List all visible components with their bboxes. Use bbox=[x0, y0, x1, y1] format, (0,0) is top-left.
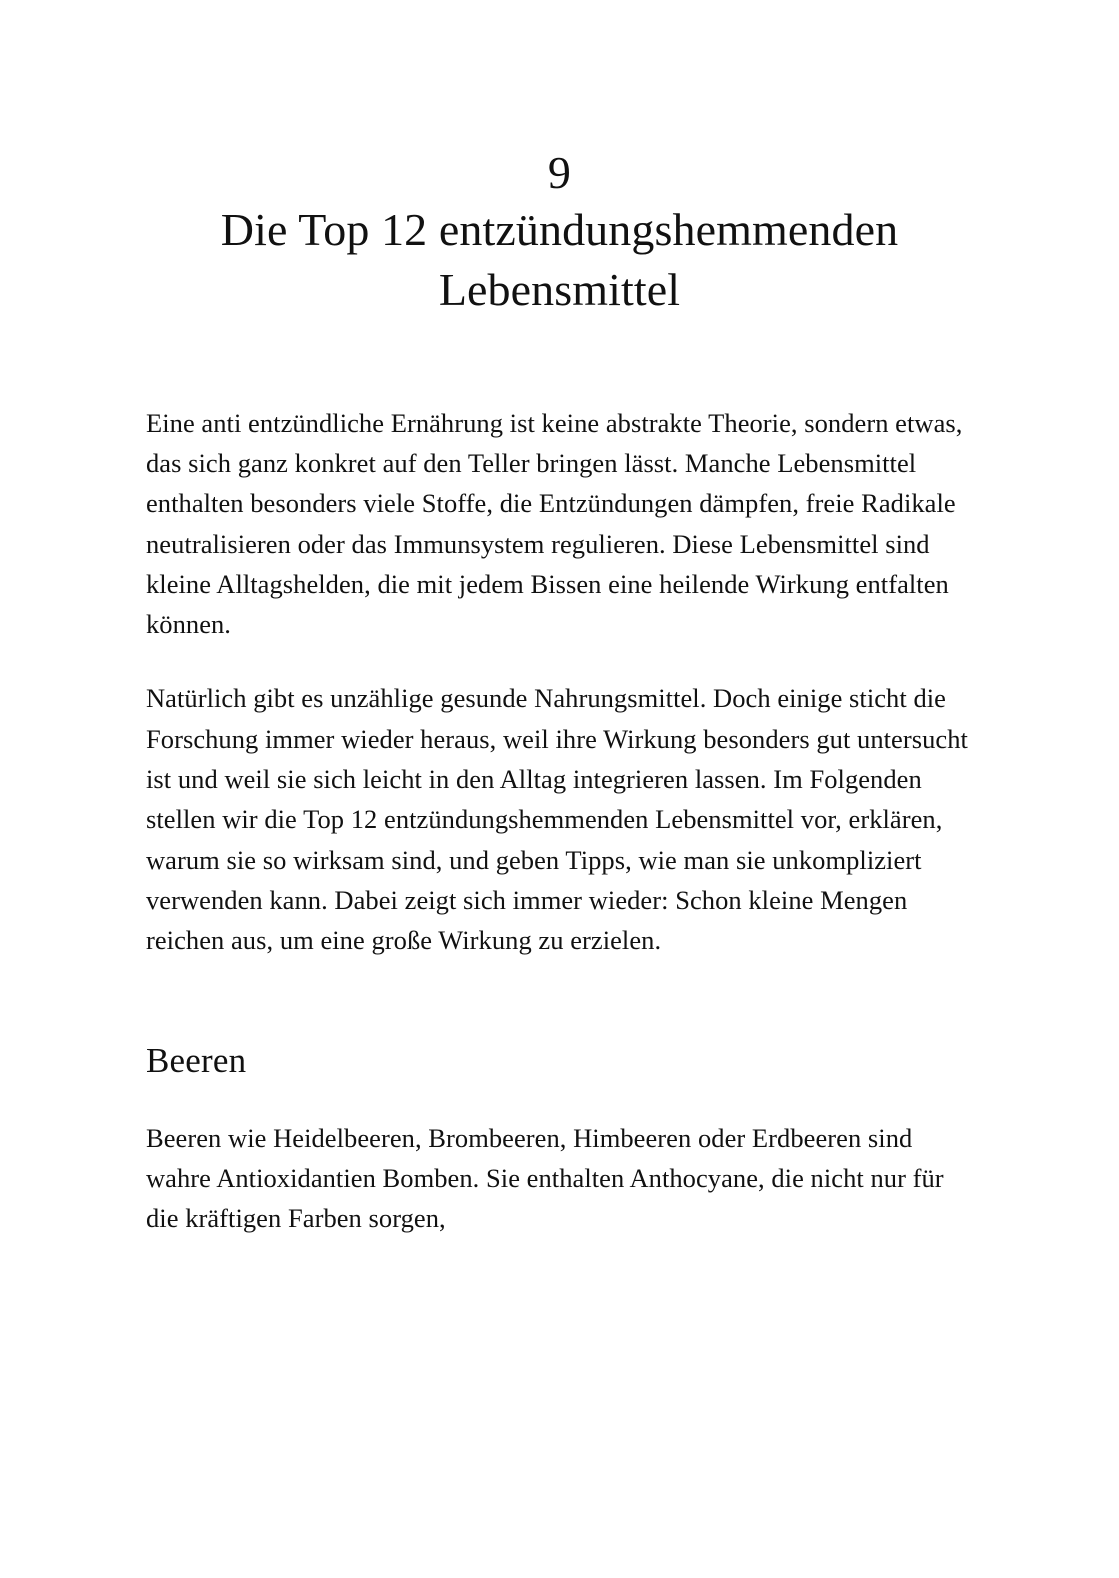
chapter-header bbox=[0, 0, 1119, 320]
intro-paragraph-2: Natürlich gibt es unzählige gesunde Nahrungsmittel. Doch einige sticht die Forschung immer wieder heraus, weil ihre Wirkung besonders gut untersucht ist und weil sie sich leicht in den Alltag integrieren lassen. Im Folgenden stellen wir die Top 12 entzündungshemmenden Lebensmittel vor, erklären, warum sie so wirksam sind, und geben Tipps, wie man sie unkompliziert verwenden kann. Dabei zeigt sich immer wieder: Schon kleine Mengen reichen aus, um eine große Wirkung zu erzielen. bbox=[146, 683, 968, 956]
section-paragraph-beeren: Beeren wie Heidelbeeren, Brombeeren, Himbeeren oder Erdbeeren sind wahre Antioxidantien Bomben. Sie enthalten Anthocyane, die nicht nur für die kräftigen Farben sorgen, bbox=[146, 1122, 944, 1234]
chapter-number: 9 bbox=[547, 147, 572, 198]
chapter-title: Die Top 12 entzündungshemmenden Lebensmittel bbox=[220, 204, 899, 316]
intro-paragraph-1: Eine anti entzündliche Ernährung ist keine abstrakte Theorie, sondern etwas, das sich ganz konkret auf den Teller bringen lässt. Manche Lebensmittel enthalten besonders viele Stoffe, die Entzündungen dämpfen, freie Radikale neutralisieren oder das Immunsystem regulieren. Diese Lebensmittel sind kleine Alltagshelden, die mit jedem Bissen eine heilende Wirkung entfalten können. bbox=[146, 407, 963, 640]
section-heading-beeren: Beeren bbox=[146, 1041, 247, 1081]
body-content bbox=[0, 403, 1119, 1239]
